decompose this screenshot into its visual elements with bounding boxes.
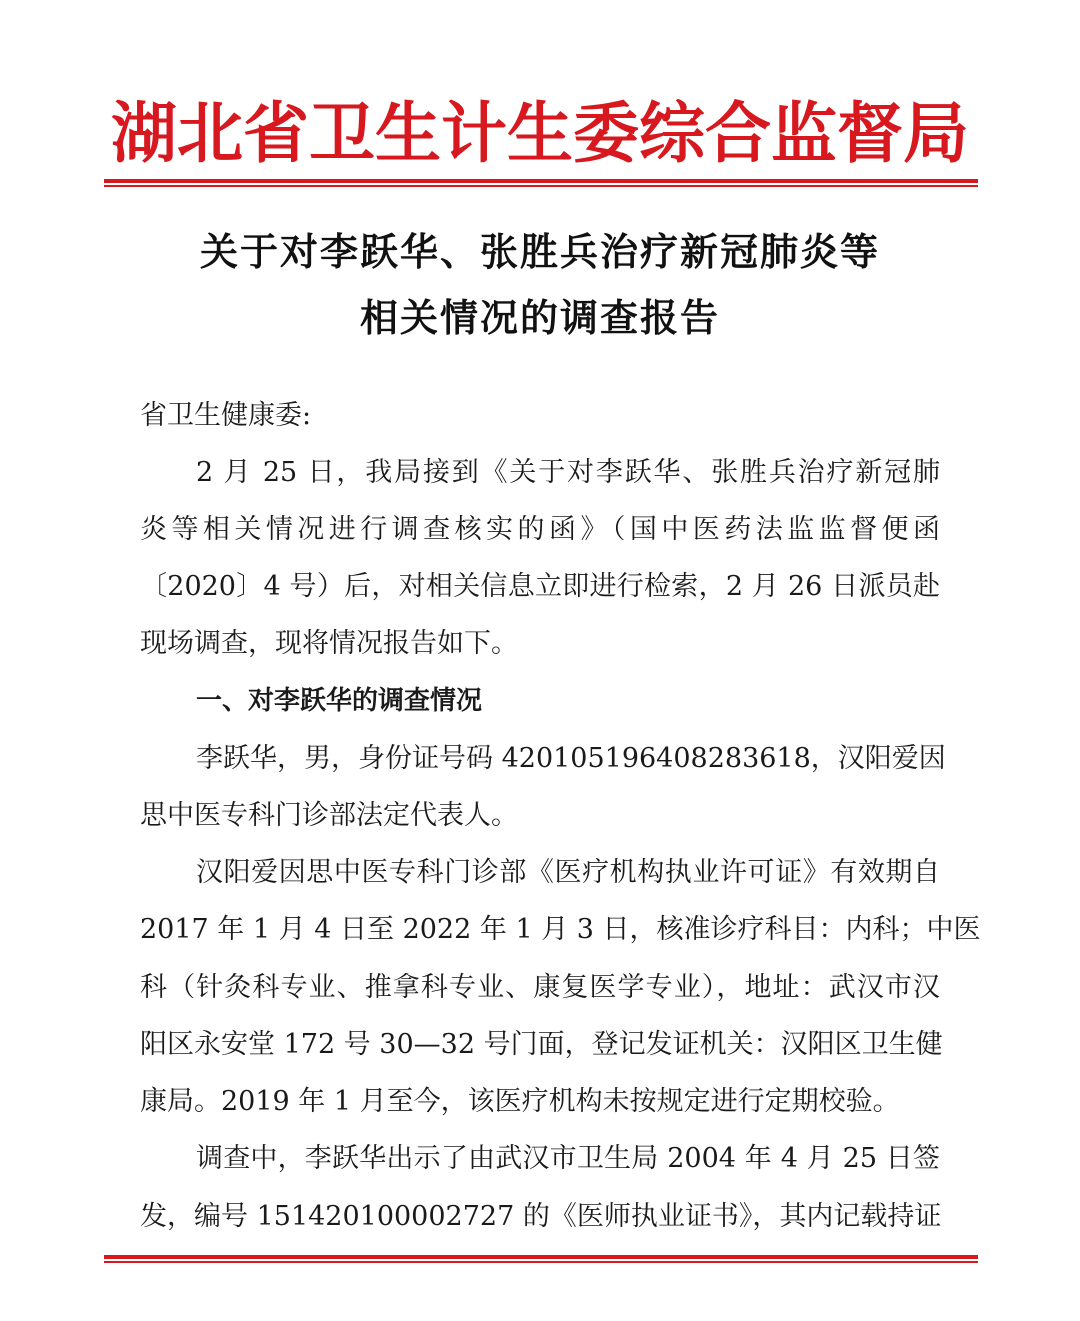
paragraph-3-line-1: 汉阳爱因思中医专科门诊部《医疗机构执业许可证》有效期自 [196,857,940,888]
addressee: 省卫生健康委: [140,400,312,431]
letterhead-rule-thick [104,179,978,183]
footer-rule [104,1255,978,1264]
document-title-line-2: 相关情况的调查报告 [359,296,720,340]
paragraph-1-line-3: 〔2020〕4 号）后，对相关信息立即进行检索，2 月 26 日派员赴 [140,571,940,602]
footer-rule-thin [104,1261,978,1263]
paragraph-1-line-1: 2 月 25 日，我局接到《关于对李跃华、张胜兵治疗新冠肺 [196,457,940,488]
footer-rule-thick [104,1255,978,1259]
paragraph-2-line-1: 李跃华，男，身份证号码 420105196408283618，汉阳爱因 [196,743,946,774]
paragraph-3-line-5: 康局。2019 年 1 月至今，该医疗机构未按规定进行定期校验。 [140,1086,900,1117]
paragraph-3-line-4: 阳区永安堂 172 号 30—32 号门面，登记发证机关：汉阳区卫生健 [140,1029,943,1060]
paragraph-1-line-4: 现场调查，现将情况报告如下。 [140,628,518,659]
paragraph-1-line-2: 炎等相关情况进行调查核实的函》（国中医药法监监督便函 [140,514,940,545]
letterhead-rule-thin [104,185,978,187]
paragraph-4-line-1: 调查中，李跃华出示了由武汉市卫生局 2004 年 4 月 25 日签 [196,1143,940,1174]
paragraph-4-line-2: 发，编号 151420100002727 的《医师执业证书》，其内记载持证 [140,1201,942,1232]
letterhead-title: 湖北省卫生计生委综合监督局 [111,95,969,172]
paragraph-2-line-2: 思中医专科门诊部法定代表人。 [140,800,518,831]
document-title-line-1: 关于对李跃华、张胜兵治疗新冠肺炎等 [199,230,880,274]
paragraph-3-line-2: 2017 年 1 月 4 日至 2022 年 1 月 3 日，核准诊疗科目：内科；中医 [140,914,981,945]
paragraph-3-line-3: 科（针灸科专业、推拿科专业、康复医学专业），地址：武汉市汉 [140,972,940,1003]
letterhead-rule [104,179,978,188]
section-1-heading: 一、对李跃华的调查情况 [196,686,483,716]
